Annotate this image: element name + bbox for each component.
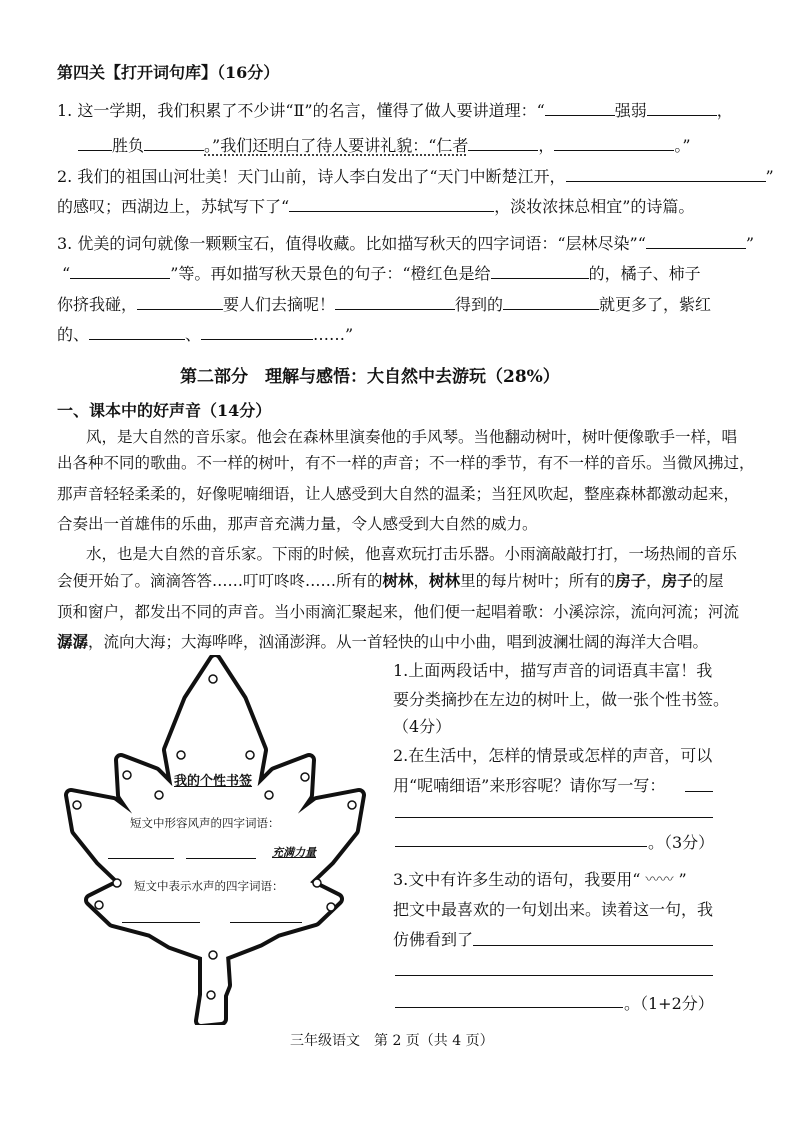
q3-text: 、 xyxy=(185,325,202,344)
blank[interactable] xyxy=(70,262,170,279)
q1-text: 。”我们还明白了待人要讲礼貌：“仁者 xyxy=(204,136,469,155)
answer-line[interactable] xyxy=(473,945,713,946)
paragraph-line xyxy=(57,629,708,655)
answer-line[interactable] xyxy=(395,1007,623,1008)
answer-line[interactable] xyxy=(395,817,713,818)
q3-text: 3.文中有许多生动的语句，我要用“ xyxy=(393,870,641,889)
blank[interactable] xyxy=(545,99,615,116)
blank[interactable] xyxy=(503,293,599,310)
q3-text: ” xyxy=(745,234,755,253)
paragraph-line: 水，也是大自然的音乐家。下雨的时候，他喜欢玩打击乐器。小雨滴敲敲打打，一场热闹的音乐 xyxy=(86,545,738,563)
q3-text: 得到的 xyxy=(455,295,504,314)
blank[interactable] xyxy=(137,293,223,310)
blank[interactable] xyxy=(201,323,313,340)
q2-text: ，淡妆浓抹总相宜”的诗篇。 xyxy=(494,197,695,216)
page-footer: 三年级语文 第 2 页（共 4 页） xyxy=(290,1033,494,1049)
blank[interactable] xyxy=(646,232,746,249)
text: 房子 xyxy=(661,571,693,590)
q-right-3-line: 把文中最喜欢的一句划出来。读着这一句，我 xyxy=(393,900,714,919)
q3-text: ……” xyxy=(313,325,354,344)
text: 的屋 xyxy=(692,572,724,590)
question-1-line-1 xyxy=(57,99,733,122)
text: 潺潺 xyxy=(57,632,89,651)
blank[interactable] xyxy=(468,134,538,151)
leaf-blank[interactable] xyxy=(122,922,200,923)
q1-text: 胜负 xyxy=(112,136,145,155)
blank[interactable] xyxy=(647,99,717,116)
blank[interactable] xyxy=(289,195,494,212)
text: 树林 xyxy=(382,571,414,590)
question-3-line-1 xyxy=(57,232,754,255)
leaf-blank[interactable] xyxy=(186,858,256,859)
q2-text: 2. 我们的祖国山河壮美！天门山前，诗人李白发出了“天门中断楚江开， xyxy=(57,167,566,186)
paragraph-line xyxy=(57,568,724,594)
q-right-1-line: 要分类摘抄在左边的树叶上，做一张个性书签。 xyxy=(393,690,730,709)
leaf-blank[interactable] xyxy=(108,858,174,859)
subsection-title: 一、课本中的好声音（14分） xyxy=(57,401,272,420)
q3-text: 就更多了，紫红 xyxy=(599,295,712,314)
text: 里的每片树叶；所有的 xyxy=(460,572,616,590)
q1-text: 。” xyxy=(674,136,691,155)
question-3-line-4 xyxy=(57,323,353,346)
q3-text: 的、 xyxy=(57,325,90,344)
paragraph-line: 顶和窗户，都发出不同的声音。当小雨滴汇聚起来，他们便一起唱着歌：小溪淙淙，流向河流；河流 xyxy=(57,603,740,621)
q2-text: ” xyxy=(765,167,774,186)
text: 房子 xyxy=(615,571,647,590)
answer-line[interactable] xyxy=(395,846,647,847)
q-right-1-line: 1.上面两段话中，描写声音的词语真丰富！我 xyxy=(393,661,713,680)
paragraph-line: 出各种不同的歌曲。不一样的树叶，有不一样的声音；不一样的季节，有不一样的音乐。当微风拂过， xyxy=(57,454,755,472)
leaf-wind-answer: 充满力量 xyxy=(272,846,316,859)
q3-text: ”等。再如描写秋天景色的句子：“橙红色是给 xyxy=(170,264,491,283)
q1-text: ， xyxy=(716,101,733,120)
q2-text: 的感叹；西湖边上，苏轼写下了“ xyxy=(57,197,290,216)
q3-text: 要人们去摘呢！ xyxy=(223,295,336,314)
wavy-line-icon: 〰〰 xyxy=(645,872,674,888)
leaf-bookmark-icon xyxy=(55,655,375,1025)
leaf-title: 我的个性书签 xyxy=(174,774,253,789)
paragraph-line: 风，是大自然的音乐家。他会在森林里演奏他的手风琴。当他翻动树叶，树叶便像歌手一样，唱 xyxy=(86,428,738,446)
paragraph-line: 合奏出一首雄伟的乐曲，那声音充满力量，令人感受到大自然的威力。 xyxy=(57,515,538,533)
text: 树林 xyxy=(429,571,461,590)
blank[interactable] xyxy=(89,323,185,340)
question-3-line-3 xyxy=(57,293,711,316)
q-right-2-line: 用“呢喃细语”来形容呢？请你写一写： xyxy=(393,776,666,795)
answer-line[interactable] xyxy=(685,791,713,792)
section-title: 第四关【打开词句库】（16分） xyxy=(57,63,280,82)
blank[interactable] xyxy=(491,262,589,279)
blank[interactable] xyxy=(144,134,204,151)
blank[interactable] xyxy=(554,134,674,151)
paragraph-line: 那声音轻轻柔柔的，好像呢喃细语，让人感受到大自然的温柔；当狂风吹起，整座森林都激动起来， xyxy=(57,485,740,503)
q-right-3-score: 。（1+2分） xyxy=(624,994,714,1013)
text: ，流向大海；大海哗哗，汹涌澎湃。从一首轻快的山中小曲，唱到波澜壮阔的海洋大合唱。 xyxy=(88,633,709,651)
blank[interactable] xyxy=(335,293,455,310)
q-right-2-line: 2.在生活中，怎样的情景或怎样的声音，可以 xyxy=(393,746,713,765)
question-2-line-1 xyxy=(57,165,774,188)
leaf-wind-label: 短文中形容风声的四字词语： xyxy=(130,816,280,830)
leaf-water-label: 短文中表示水声的四字词语： xyxy=(134,879,284,893)
q1-text: 1. 这一学期，我们积累了不少讲“Ⅱ”的名言，懂得了做人要讲道理：“ xyxy=(57,101,545,120)
question-1-line-2 xyxy=(78,134,691,157)
blank[interactable] xyxy=(566,165,766,182)
question-3-line-2 xyxy=(62,262,701,285)
q3-text: ” xyxy=(678,870,687,889)
question-2-line-2 xyxy=(57,195,694,218)
q-right-2-score: 。（3分） xyxy=(648,833,715,852)
q-right-1-line: （4分） xyxy=(393,717,452,736)
q3-text: 的，橘子、柿子 xyxy=(588,264,701,283)
text: ， xyxy=(413,572,430,590)
q1-text: ， xyxy=(538,136,555,155)
q1-text: 强弱 xyxy=(614,101,647,120)
q-right-3-line: 仿佛看到了 xyxy=(393,930,474,949)
answer-line[interactable] xyxy=(395,975,713,976)
leaf-blank[interactable] xyxy=(230,922,302,923)
text: 会便开始了。滴滴答答……叮叮咚咚……所有的 xyxy=(57,572,383,590)
q3-text: 3. 优美的词句就像一颗颗宝石，值得收藏。比如描写秋天的四字词语：“层林尽染”“ xyxy=(57,234,646,253)
blank[interactable] xyxy=(78,134,112,151)
q3-text: 你挤我碰， xyxy=(57,295,138,314)
q-right-3-line xyxy=(393,869,687,891)
q3-text: “ xyxy=(62,264,71,283)
part-title: 第二部分 理解与感悟：大自然中去游玩（28%） xyxy=(180,367,560,387)
text: ， xyxy=(646,572,662,590)
